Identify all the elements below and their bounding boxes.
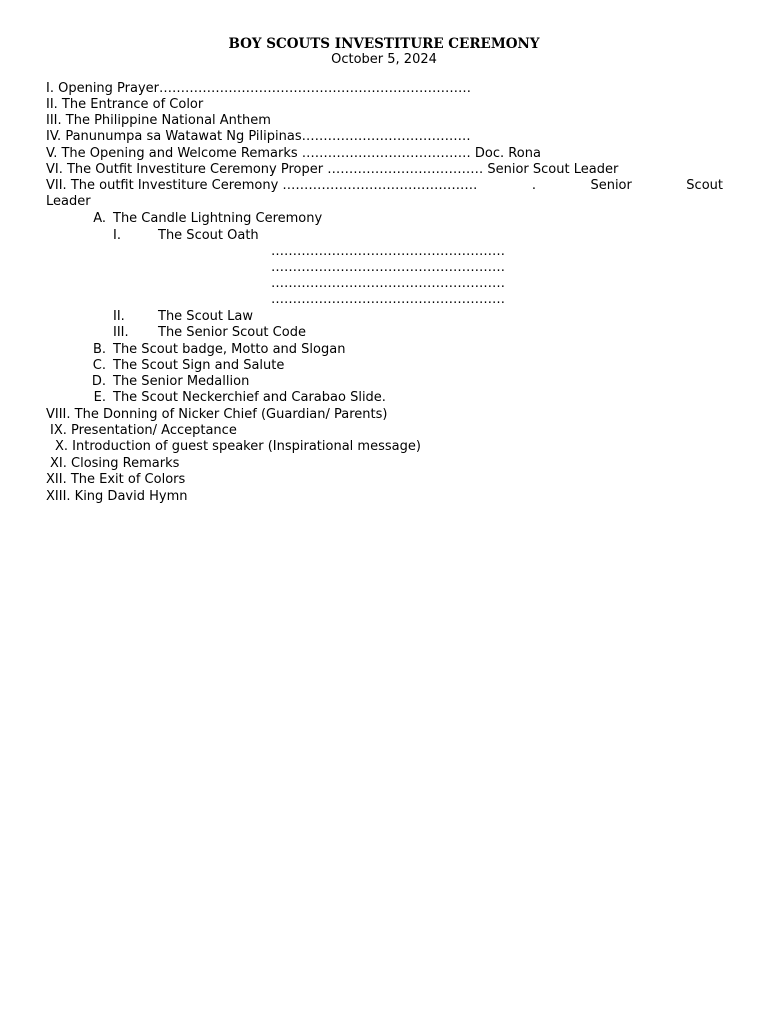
sub-item-label-a: A.	[93, 211, 106, 226]
sub-item-neckerchief: The Scout Neckerchief and Carabao Slide.	[113, 390, 386, 405]
dotted-line-1: ………………………………………………	[271, 244, 505, 259]
program-item-entrance-of-color: II. The Entrance of Color	[46, 97, 204, 112]
program-item-panunumpa: IV. Panunumpa sa Watawat Ng Pilipinas…………………………………	[46, 129, 471, 144]
roman-item-scout-law: The Scout Law	[158, 309, 253, 324]
dotted-line-3: ………………………………………………	[271, 276, 505, 291]
outfit-investiture-text: VII. The outfit Investiture Ceremony ………………………………………	[46, 178, 478, 193]
sub-item-label-e: E.	[93, 390, 106, 405]
roman-label-ii: II.	[113, 309, 125, 324]
program-item-investiture-proper: VI. The Outfit Investiture Ceremony Proper ……………………………… Senior Scout Leader	[46, 162, 619, 177]
program-item-guest-speaker: X. Introduction of guest speaker (Inspirational message)	[55, 439, 421, 454]
program-item-welcome-remarks: V. The Opening and Welcome Remarks ………………………………… Doc. Rona	[46, 146, 541, 161]
dotted-line-4: ………………………………………………	[271, 292, 505, 307]
sub-item-label-d: D.	[91, 374, 106, 389]
program-item-closing-remarks: XI. Closing Remarks	[50, 456, 180, 471]
document-title: BOY SCOUTS INVESTITURE CEREMONY	[228, 36, 540, 52]
outfit-investiture-continuation: Leader	[46, 194, 91, 209]
roman-label-i: I.	[113, 228, 121, 243]
dotted-line-2: ………………………………………………	[271, 260, 505, 275]
sub-item-candle-lightning: The Candle Lightning Ceremony	[113, 211, 323, 226]
document-date: October 5, 2024	[331, 52, 437, 67]
outfit-investiture-senior: Senior	[590, 178, 632, 193]
roman-item-scout-oath: The Scout Oath	[158, 228, 259, 243]
roman-label-iii: III.	[113, 325, 129, 340]
program-item-national-anthem: III. The Philippine National Anthem	[46, 113, 271, 128]
sub-item-label-c: C.	[92, 358, 106, 373]
sub-item-scout-sign: The Scout Sign and Salute	[113, 358, 285, 373]
program-item-outfit-investiture	[46, 178, 723, 194]
program-item-king-david-hymn: XIII. King David Hymn	[46, 489, 188, 504]
program-item-presentation: IX. Presentation/ Acceptance	[50, 423, 237, 438]
program-item-opening-prayer: I. Opening Prayer………………………………………………………………	[46, 81, 472, 96]
outfit-investiture-dot: .	[531, 178, 537, 193]
sub-item-label-b: B.	[92, 342, 106, 357]
sub-item-senior-medallion: The Senior Medallion	[113, 374, 250, 389]
roman-item-senior-scout-code: The Senior Scout Code	[158, 325, 306, 340]
program-item-exit-of-colors: XII. The Exit of Colors	[46, 472, 186, 487]
sub-item-scout-badge: The Scout badge, Motto and Slogan	[113, 342, 346, 357]
outfit-investiture-scout: Scout	[686, 178, 723, 193]
program-item-donning: VIII. The Donning of Nicker Chief (Guardian/ Parents)	[46, 407, 388, 422]
